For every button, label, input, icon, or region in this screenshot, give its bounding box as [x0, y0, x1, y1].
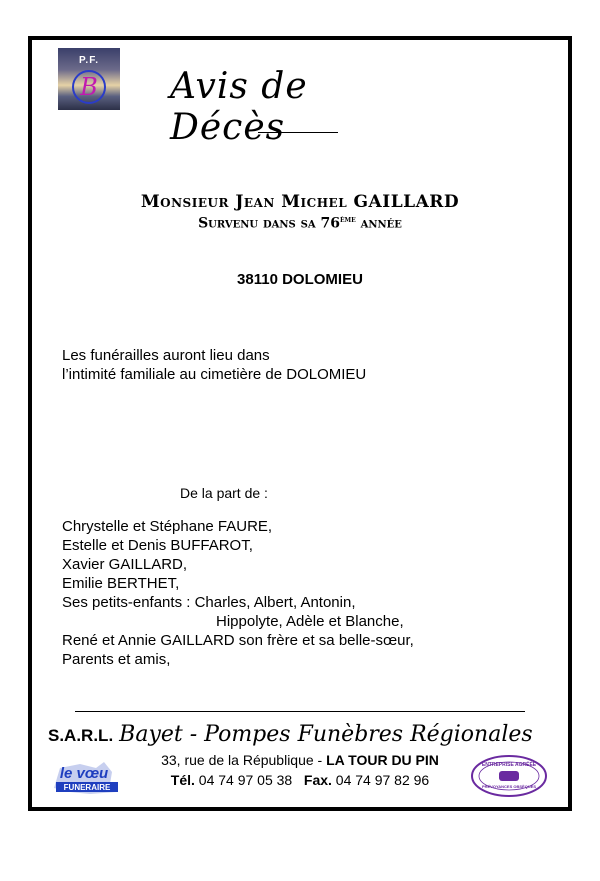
- family-line: Estelle et Denis BUFFAROT,: [62, 537, 253, 554]
- tel-number: 04 74 97 05 38: [198, 772, 293, 788]
- family-line: René et Annie GAILLARD son frère et sa belle-sœur,: [62, 632, 414, 649]
- family-line: Emilie BERTHET,: [62, 575, 180, 592]
- deceased-city: 38110 DOLOMIEU: [237, 271, 363, 288]
- age-suffix: année: [355, 215, 402, 232]
- fax-number: 04 74 97 82 96: [335, 772, 430, 788]
- entreprise-agreee-seal: [470, 754, 548, 798]
- family-line: Chrystelle et Stéphane FAURE,: [62, 518, 273, 535]
- title-divider: [258, 132, 338, 133]
- address-street: 33, rue de la République -: [161, 752, 327, 768]
- pf-logo: [58, 48, 120, 110]
- funeral-info: [62, 346, 366, 384]
- footer-divider: [75, 711, 525, 712]
- funeral-line-1: Les funérailles auront lieu dans: [62, 347, 270, 364]
- le-voeu-funeraire-logo: [50, 758, 130, 798]
- funeral-line-2: l’intimité familiale au cimetière de DOLOMIEU: [62, 366, 367, 383]
- tel-label: Tél.: [170, 772, 195, 788]
- address-town: LA TOUR DU PIN: [326, 752, 439, 768]
- deceased-age: [0, 215, 600, 232]
- family-line: Hippolyte, Adèle et Blanche,: [216, 613, 404, 630]
- family-line: Ses petits-enfants : Charles, Albert, Antonin,: [62, 594, 356, 611]
- from-label: De la part de :: [180, 485, 268, 501]
- badge-left-top: le vœu: [59, 765, 109, 782]
- badge-right-bottom: PRÉVOYANCES OBSÈQUES: [481, 784, 537, 789]
- age-prefix: Survenu dans sa 76: [198, 215, 340, 232]
- family-list: [62, 517, 414, 669]
- badge-right-top: ENTREPRISE AGRÉÉE: [481, 762, 537, 768]
- family-line: Xavier GAILLARD,: [62, 556, 188, 573]
- logo-text: P.F.: [79, 55, 99, 66]
- company-brand: Bayet - Pompes Funèbres Régionales: [119, 722, 533, 747]
- age-sup: ème: [339, 215, 356, 225]
- logo-letter: B: [80, 73, 98, 101]
- badge-left-bottom: FUNERAIRE: [63, 783, 111, 792]
- family-line: Parents et amis,: [62, 651, 171, 668]
- company-sarl: S.A.R.L.: [48, 726, 114, 745]
- page-frame: [28, 36, 572, 811]
- deceased-name: Monsieur Jean Michel GAILLARD: [140, 192, 460, 212]
- fax-label: Fax.: [303, 772, 332, 788]
- notice-title: Avis de Décès: [170, 66, 308, 148]
- company-name: [48, 722, 533, 747]
